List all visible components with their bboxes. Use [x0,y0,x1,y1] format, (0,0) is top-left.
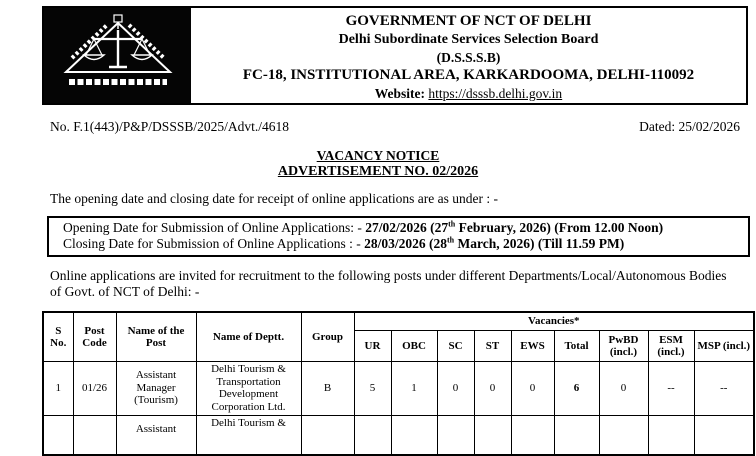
vacancy-table [42,311,755,456]
col-header-postcode: Post Code [73,312,116,361]
col-header-msp: MSP (incl.) [694,330,754,361]
col-header-st: ST [474,330,511,361]
cell-pwbd [599,415,648,455]
cell-ews: 0 [511,361,554,415]
cell-deptt: Delhi Tourism & [196,415,301,455]
cell-postname: Assistant Manager (Tourism) [116,361,196,415]
cell-postname: Assistant [116,415,196,455]
advertisement-number: ADVERTISEMENT NO. 02/2026 [277,164,479,179]
cell-ews [511,415,554,455]
cell-deptt: Delhi Tourism & Transportation Development Corporation Ltd. [196,361,301,415]
col-header-postname: Name of the Post [116,312,196,361]
vacancy-notice-title: VACANCY NOTICE [316,148,440,163]
cell-postcode [73,415,116,455]
cell-group [301,415,354,455]
cell-sno [43,415,73,455]
cell-postcode: 01/26 [73,361,116,415]
cell-ur: 5 [354,361,391,415]
cell-obc: 1 [391,361,437,415]
cell-msp: -- [694,361,754,415]
cell-st: 0 [474,361,511,415]
cell-st [474,415,511,455]
cell-ur [354,415,391,455]
letterhead [42,6,748,105]
table-row [43,361,754,415]
col-header-sno: S No. [43,312,73,361]
cell-obc [391,415,437,455]
col-header-deptt: Name of Deptt. [196,312,301,361]
application-dates-box [47,216,750,257]
letterhead-text [191,8,746,103]
file-reference-number: No. F.1(443)/P&P/DSSSB/2025/Advt./4618 [50,119,289,134]
cell-total [554,415,599,455]
website-label: Website: [374,86,426,101]
website-link[interactable]: https://dsssb.delhi.gov.in [428,86,563,101]
intro-line: The opening date and closing date for receipt of online applications are as under : - [50,191,498,206]
col-header-pwbd: PwBD (incl.) [599,330,648,361]
table-row [43,415,754,455]
cell-sc: 0 [437,361,474,415]
col-header-esm: ESM (incl.) [648,330,694,361]
cell-esm [648,415,694,455]
col-header-ur: UR [354,330,391,361]
dsssb-logo [44,8,191,103]
cell-pwbd: 0 [599,361,648,415]
dated-value: Dated: 25/02/2026 [639,119,740,134]
board-abbr: (D.S.S.S.B) [436,50,501,65]
scales-of-justice-emblem-icon [44,9,191,102]
col-header-vacancies: Vacancies* [354,312,754,330]
document-page [0,6,756,435]
opening-date-line: Opening Date for Submission of Online Applications: - 27/02/2026 (27th February, 2026) (From 12.00 Noon) [63,219,664,235]
col-header-ews: EWS [511,330,554,361]
cell-msp [694,415,754,455]
board-address: FC-18, INSTITUTIONAL AREA, KARKARDOOMA, DELHI-110092 [242,67,695,83]
apply-paragraph: Online applications are invited for recruitment to the following posts under different Departments/Local/Autonomous Bodies of Govt. of NCT of Delhi: - [50,268,727,299]
org-name: GOVERNMENT OF NCT OF DELHI [345,13,592,29]
cell-total: 6 [554,361,599,415]
col-header-total: Total [554,330,599,361]
cell-group: B [301,361,354,415]
reference-row [50,119,740,134]
cell-sc [437,415,474,455]
col-header-obc: OBC [391,330,437,361]
cell-esm: -- [648,361,694,415]
website-line [191,85,746,103]
cell-sno: 1 [43,361,73,415]
col-header-sc: SC [437,330,474,361]
closing-date-line: Closing Date for Submission of Online Applications : - 28/03/2026 (28th March, 2026) (Till 11.59 PM) [63,235,625,251]
board-name: Delhi Subordinate Services Selection Board [338,32,599,47]
col-header-group: Group [301,312,354,361]
